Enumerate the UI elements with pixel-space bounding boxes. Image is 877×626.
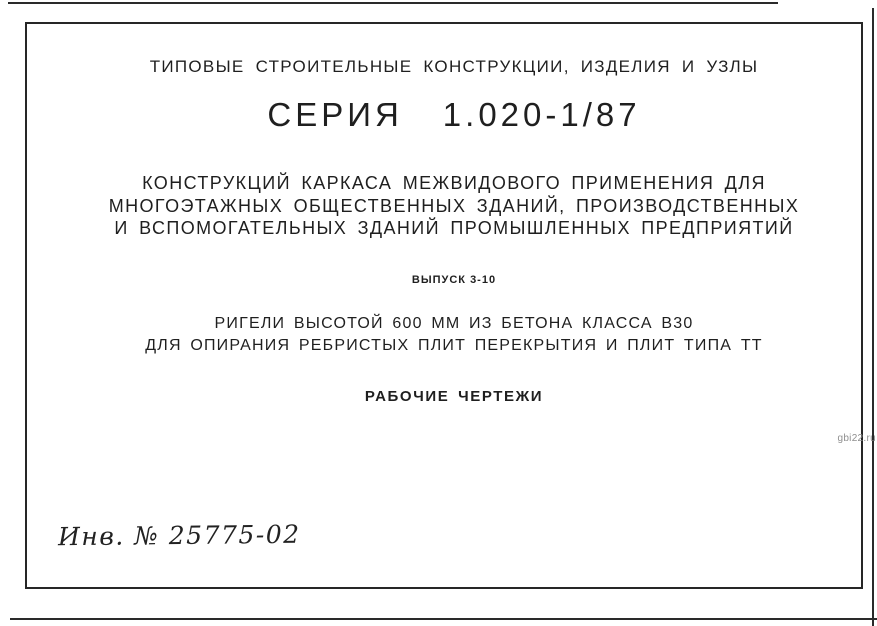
- section-description: [26, 313, 866, 357]
- outer-border-bottom: [10, 618, 877, 620]
- issue-label: ВЫПУСК 3-10: [411, 274, 497, 286]
- series-number: 1.020-1/87: [442, 96, 641, 133]
- series-title: [26, 96, 866, 134]
- subtitle-line: МНОГОЭТАЖНЫХ ОБЩЕСТВЕННЫХ ЗДАНИЙ, ПРОИЗВОДСТВЕННЫХ: [108, 195, 800, 216]
- series-label: СЕРИЯ: [267, 96, 403, 133]
- document-subtitle: [26, 172, 866, 240]
- document-header: ТИПОВЫЕ СТРОИТЕЛЬНЫЕ КОНСТРУКЦИИ, ИЗДЕЛИЯ И УЗЛЫ: [149, 57, 759, 76]
- section-line: РИГЕЛИ ВЫСОТОЙ 600 ММ ИЗ БЕТОНА КЛАССА В30: [214, 315, 694, 332]
- section-line: ДЛЯ ОПИРАНИЯ РЕБРИСТЫХ ПЛИТ ПЕРЕКРЫТИЯ И ПЛИТ ТИПА ТТ: [145, 337, 763, 354]
- doc-type-label: РАБОЧИЕ ЧЕРТЕЖИ: [364, 388, 544, 405]
- outer-border-top: [8, 2, 778, 4]
- subtitle-line: И ВСПОМОГАТЕЛЬНЫХ ЗДАНИЙ ПРОМЫШЛЕННЫХ ПРЕДПРИЯТИЙ: [114, 218, 794, 238]
- outer-border-right: [872, 8, 874, 626]
- inventory-number: Инв. № 25775-02: [57, 519, 301, 552]
- watermark-text: gbi22.ru: [837, 433, 876, 444]
- subtitle-line: КОНСТРУКЦИЙ КАРКАСА МЕЖВИДОВОГО ПРИМЕНЕНИЯ ДЛЯ: [142, 173, 766, 193]
